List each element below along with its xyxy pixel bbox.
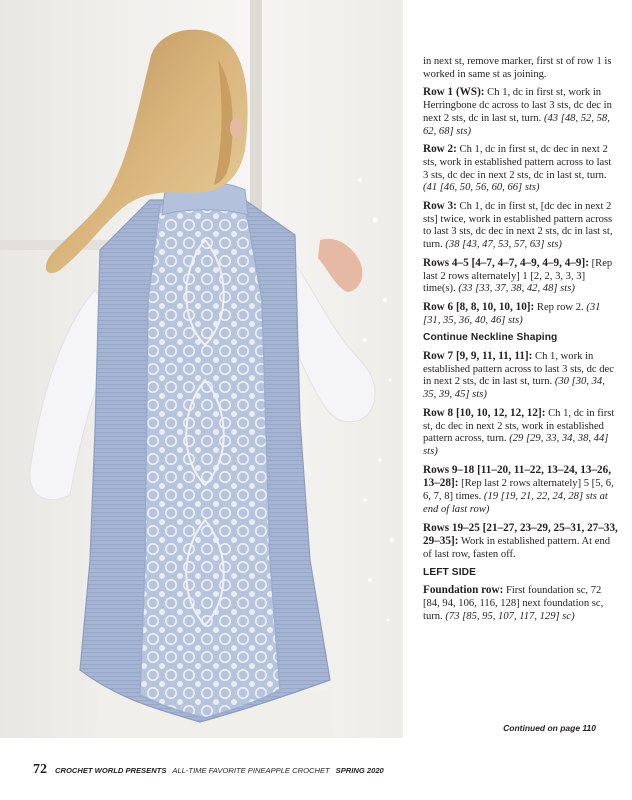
- row-label: Row 6 [8, 8, 10, 10, 10]:: [423, 300, 535, 313]
- instruction-text: Ch 1, dc in first st, dc dec in next 2 sts, work in established pattern across to last 3 sts, dc dec in next 2 sts, dc in last st, turn.: [423, 144, 612, 181]
- row-label: Row 7 [9, 9, 11, 11, 11]:: [423, 350, 533, 363]
- stitch-count: (31 [31, 35, 36, 40, 46] sts): [423, 301, 601, 326]
- row-label: Rows 9–18 [11–20, 11–22, 13–24, 13–26, 13–28]:: [423, 463, 612, 490]
- stitch-count: (19 [19, 21, 22, 24, 28] sts at end of last row): [423, 491, 608, 515]
- instruction-paragraph: [423, 407, 619, 459]
- magazine-brand: CROCHET WORLD PRESENTS: [55, 766, 167, 775]
- instruction-paragraph: [423, 86, 619, 138]
- pattern-instructions: [423, 56, 619, 628]
- instruction-text: First foundation sc, 72 [84, 94, 106, 116, 128] next foundation sc, turn.: [423, 585, 604, 622]
- magazine-title: ALL-TIME FAVORITE PINEAPPLE CROCHET: [172, 766, 330, 775]
- instruction-text: Work in established pattern. At end of last row, fasten off.: [423, 536, 611, 560]
- stitch-count: (29 [29, 33, 34, 38, 44] sts): [423, 433, 609, 457]
- instruction-text: Ch 1, dc in first st, work in Herringbone dc across to last 3 sts, dc dec in next 2 sts, dc in last st, turn.: [423, 87, 612, 124]
- stitch-count: (33 [33, 37, 38, 42, 48] sts): [458, 283, 575, 295]
- instruction-text: [Rep last 2 rows alternately] 1 [2, 2, 3, 3, 3] time(s).: [423, 257, 613, 295]
- continued-note: Continued on page 110: [503, 723, 596, 733]
- row-label: Row 2:: [423, 143, 457, 156]
- hand: [318, 239, 362, 292]
- row-label: Foundation row:: [423, 584, 504, 597]
- instruction-paragraph: [423, 522, 619, 562]
- instruction-paragraph: [423, 200, 619, 252]
- instruction-paragraph: [423, 301, 619, 327]
- instruction-paragraph: [423, 464, 619, 517]
- instruction-paragraph: [423, 56, 619, 81]
- instruction-text: in next st, remove marker, first st of row 1 is worked in same st as joining.: [423, 56, 612, 80]
- row-label: Rows 19–25 [21–27, 23–29, 25–31, 27–33, 29–35]:: [423, 521, 618, 548]
- stitch-count: (38 [43, 47, 53, 57, 63] sts): [445, 239, 562, 251]
- section-heading-left-side: LEFT SIDE: [423, 566, 476, 578]
- stitch-count: (43 [48, 52, 58, 62, 68] sts): [423, 112, 610, 137]
- stitch-count: (30 [30, 34, 35, 39, 45] sts): [423, 376, 605, 401]
- stitch-count: (41 [46, 50, 56, 60, 66] sts): [423, 182, 540, 194]
- instruction-paragraph: [423, 350, 619, 402]
- instructions-part-1: [423, 56, 619, 327]
- instructions-part-2: [423, 350, 619, 562]
- instruction-paragraph: [423, 257, 619, 296]
- stitch-count: (73 [85, 95, 107, 117, 129] sc): [445, 610, 575, 622]
- lace-panel: [140, 205, 280, 718]
- page-number: 72: [33, 762, 47, 777]
- page-footer: [33, 762, 613, 778]
- instruction-paragraph: [423, 584, 619, 623]
- instruction-text: Rep row 2.: [534, 301, 587, 313]
- instruction-text: [Rep last 2 rows alternately] 5 [5, 6, 6, 7, 8] times.: [423, 478, 614, 503]
- instruction-text: Ch 1, dc in first st, [dc dec in next 2 sts] twice, work in established pattern across to last 3 sts, dc dec in next 2 sts, dc in last st, turn.: [423, 201, 613, 251]
- instruction-text: Ch 1, work in established pattern across to last 3 sts, dc dec in next 2 sts, dc in last st, turn.: [423, 351, 614, 388]
- instruction-paragraph: [423, 143, 619, 195]
- instructions-part-3: [423, 584, 619, 623]
- row-label: Row 3:: [423, 200, 457, 213]
- row-label: Row 8 [10, 10, 12, 12, 12]:: [423, 406, 546, 419]
- magazine-issue: SPRING 2020: [335, 766, 384, 775]
- row-label: Rows 4–5 [4–7, 4–7, 4–9, 4–9, 4–9]:: [423, 256, 589, 269]
- instruction-text: Ch 1, dc in first st, dc dec in next 2 sts, work in established pattern across, turn.: [423, 407, 615, 445]
- section-heading-neckline: Continue Neckline Shaping: [423, 332, 558, 344]
- row-label: Row 1 (WS):: [423, 86, 485, 99]
